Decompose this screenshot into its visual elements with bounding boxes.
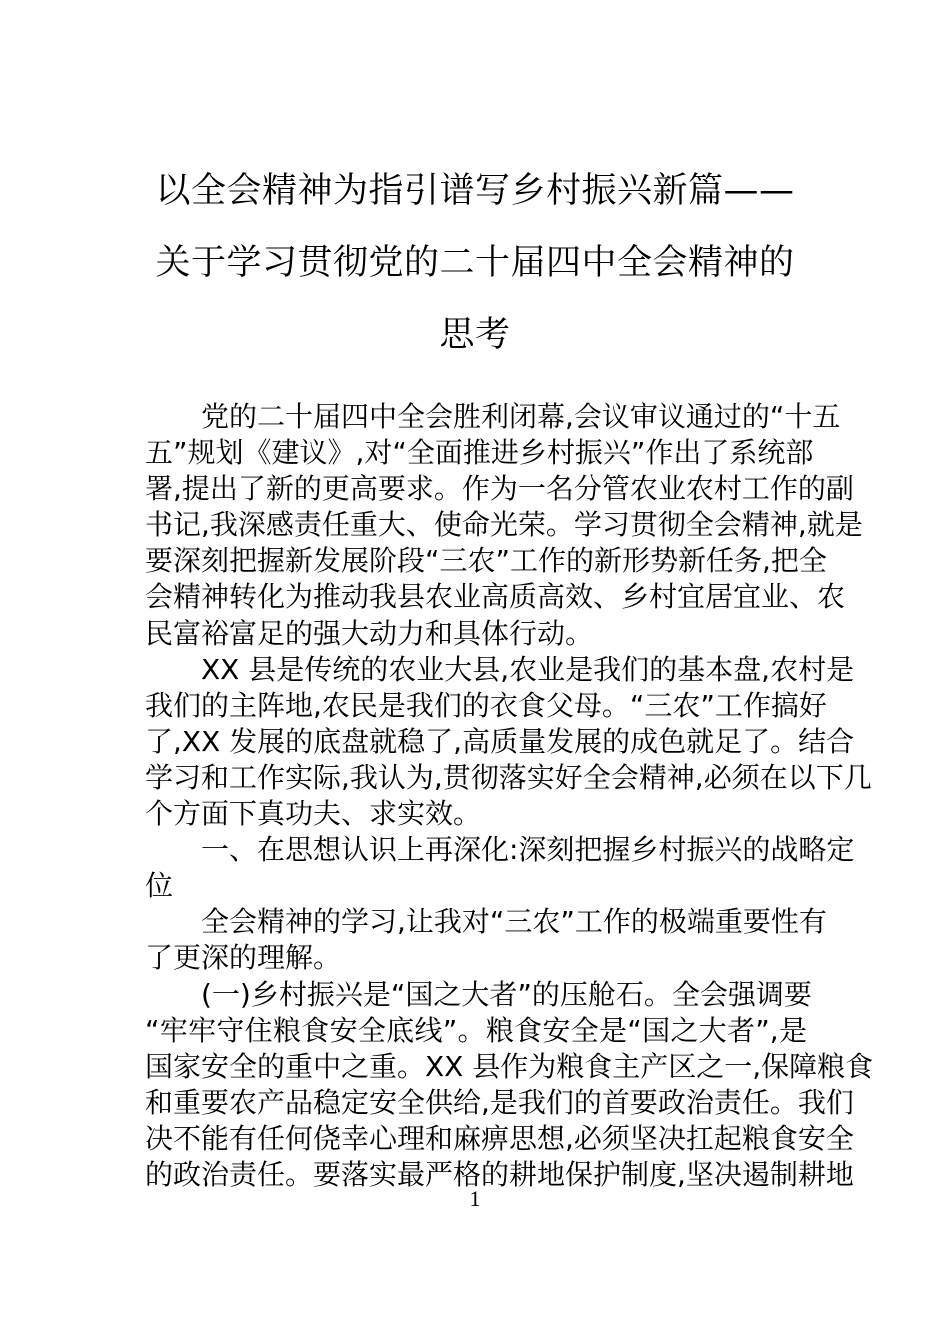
body-text-line: 会精神转化为推动我县农业高质高效、乡村宜居宜业、农 [145, 580, 846, 614]
title-line: 以全会精神为指引谱写乡村振兴新篇—— [155, 171, 795, 211]
body-text-line: (一)乡村振兴是“国之大者”的压舱石。全会强调要 [201, 977, 812, 1011]
body-text-line: 民富裕富足的强大动力和具体行动。 [145, 616, 594, 650]
body-text-line: 党的二十届四中全会胜利闭幕,会议审议通过的“十五 [201, 400, 841, 433]
body-text-line: 一、在思想认识上再深化:深刻把握乡村振兴的战略定 [201, 833, 855, 867]
page-number: 1 [469, 1186, 481, 1211]
body-text-line: 书记,我深感责任重大、使命光荣。学习贯彻全会精神,就是 [145, 508, 863, 542]
body-text-line: 全会精神的学习,让我对“三农”工作的极端重要性有 [201, 905, 827, 939]
document-title [140, 160, 810, 376]
body-text-line: 我们的主阵地,农民是我们的衣食父母。“三农”工作搞好 [145, 688, 827, 722]
body-text-line: 的政治责任。要落实最严格的耕地保护制度,坚决遏制耕地 [145, 1157, 854, 1191]
body-text-line: 署,提出了新的更高要求。作为一名分管农业农村工作的副 [145, 472, 854, 506]
body-text-line: 了,XX 发展的底盘就稳了,高质量发展的成色就足了。结合 [145, 724, 855, 758]
title-line: 关于学习贯彻党的二十届四中全会精神的 [155, 243, 795, 283]
body-text-line: 学习和工作实际,我认为,贯彻落实好全会精神,必须在以下几 [145, 760, 872, 794]
body-text-line: 五”规划《建议》,对“全面推进乡村振兴”作出了系统部 [145, 436, 814, 470]
body-text-line: 位 [145, 869, 174, 903]
body-text-line: 要深刻把握新发展阶段“三农”工作的新形势新任务,把全 [145, 544, 827, 578]
body-text-line: 和重要农产品稳定安全供给,是我们的首要政治责任。我们 [145, 1085, 854, 1119]
body-text-line: 决不能有任何侥幸心理和麻痹思想,必须坚决扛起粮食安全 [145, 1121, 854, 1155]
body-text-line: 国家安全的重中之重。XX 县作为粮食主产区之一,保障粮食 [145, 1049, 874, 1083]
body-text-line: “牢牢守住粮食安全底线”。粮食安全是“国之大者”,是 [145, 1013, 807, 1047]
body-text-line: 个方面下真功夫、求实效。 [145, 797, 482, 831]
body-text-line: 了更深的理解。 [145, 941, 342, 975]
document-body [145, 399, 874, 1193]
body-text-line: XX 县是传统的农业大县,农业是我们的基本盘,农村是 [201, 652, 855, 686]
title-line: 思考 [439, 315, 511, 355]
